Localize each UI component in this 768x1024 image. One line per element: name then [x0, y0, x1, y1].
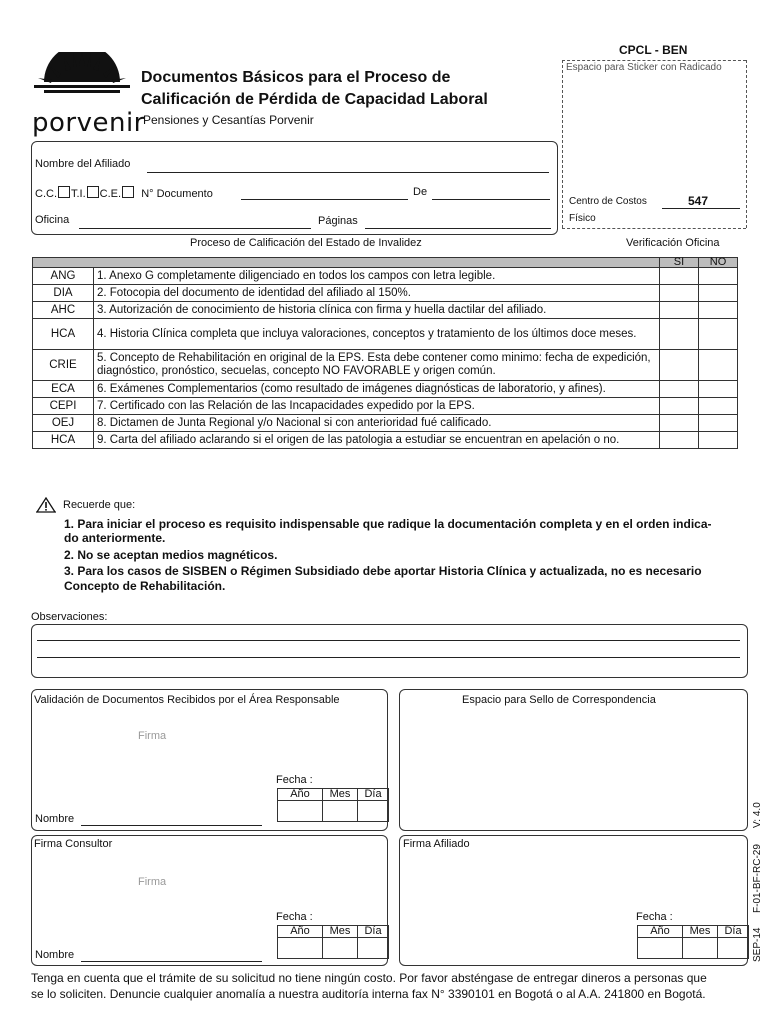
year-label: Año — [278, 789, 323, 801]
warning-icon — [36, 497, 56, 513]
table-row — [33, 319, 738, 350]
si-checkbox[interactable] — [660, 268, 699, 285]
doc-number-field[interactable] — [241, 199, 408, 200]
month-cell[interactable] — [683, 938, 718, 959]
note-2: 2. No se aceptan medios magnéticos. — [64, 548, 278, 562]
year-cell[interactable] — [278, 938, 323, 959]
ce-label: C.E. — [99, 188, 122, 200]
form-code: CPCL - BEN — [619, 43, 688, 57]
affiliate-name-label: Nombre del Afiliado — [35, 158, 131, 170]
row-text: 6. Exámenes Complementarios (como resultado de imágenes diagnósticas de laboratorio, y afines). — [94, 381, 660, 398]
row-text: 3. Autorización de conocimiento de historia clínica con firma y huella dactilar del afiliado. — [94, 302, 660, 319]
afiliado-date-table — [637, 925, 749, 959]
affiliate-name-field[interactable] — [147, 172, 549, 173]
validation-fecha: Fecha : — [276, 774, 313, 786]
table-row — [33, 268, 738, 285]
row-code: ANG — [33, 268, 94, 285]
table-header-row — [33, 258, 738, 268]
footer-line-2: se lo soliciten. Denuncie cualquier anomalía a nuestra auditoría interna fax N° 3390101 en Bogotá o al A.A. 241800 en Bogotá. — [31, 987, 706, 1001]
row-code: HCA — [33, 432, 94, 449]
table-row — [33, 285, 738, 302]
de-label: De — [413, 186, 428, 198]
table-row — [33, 302, 738, 319]
title-line-2: Calificación de Pérdida de Capacidad Laboral — [141, 91, 488, 108]
table-row — [33, 432, 738, 449]
day-label: Día — [358, 789, 389, 801]
no-checkbox[interactable] — [699, 285, 738, 302]
si-checkbox[interactable] — [660, 350, 699, 381]
si-checkbox[interactable] — [660, 319, 699, 350]
title-line-1: Documentos Básicos para el Proceso de — [141, 69, 451, 86]
row-text: 8. Dictamen de Junta Regional y/o Nacional si con anterioridad fué calificado. — [94, 415, 660, 432]
row-text: 7. Certificado con las Relación de las Incapacidades expedido por la EPS. — [94, 398, 660, 415]
pages-label: Páginas — [318, 215, 358, 227]
cost-center-label: Centro de Costos — [569, 196, 647, 207]
si-checkbox[interactable] — [660, 432, 699, 449]
subtitle: Pensiones y Cesantías Porvenir — [143, 113, 314, 127]
ti-label: T.I. — [71, 188, 86, 200]
process-title: Proceso de Calificación del Estado de Invalidez — [190, 237, 422, 249]
consultor-nombre: Nombre — [35, 949, 75, 961]
si-checkbox[interactable] — [660, 415, 699, 432]
row-text: 4. Historia Clínica completa que incluya valoraciones, conceptos y tratamiento de los últimos doce meses. — [94, 319, 660, 350]
year-cell[interactable] — [638, 938, 683, 959]
no-checkbox[interactable] — [699, 268, 738, 285]
version-code: V: 4.0 — [752, 802, 763, 828]
no-checkbox[interactable] — [699, 432, 738, 449]
si-checkbox[interactable] — [660, 398, 699, 415]
consultor-fecha: Fecha : — [276, 911, 313, 923]
validation-nombre: Nombre — [35, 813, 75, 825]
month-label: Mes — [323, 926, 358, 938]
si-checkbox[interactable] — [660, 302, 699, 319]
day-label: Día — [358, 926, 389, 938]
note-1: 1. Para iniciar el proceso es requisito indispensable que radique la documentación completa y en el orden indica- — [64, 517, 712, 531]
consultor-firma: Firma — [138, 876, 167, 888]
table-row — [33, 350, 738, 381]
afiliado-title: Firma Afiliado — [403, 838, 470, 850]
day-cell[interactable] — [358, 801, 389, 822]
verification-title: Verificación Oficina — [626, 237, 720, 249]
cost-center-value: 547 — [688, 194, 709, 208]
row-code: DIA — [33, 285, 94, 302]
row-code: AHC — [33, 302, 94, 319]
note-3: 3. Para los casos de SISBEN o Régimen Subsidiado debe aportar Historia Clínica y actualizada, no es necesario — [64, 564, 702, 578]
si-header: SI — [660, 258, 699, 268]
consultor-name-field[interactable] — [81, 961, 262, 962]
table-row — [33, 381, 738, 398]
row-text: 1. Anexo G completamente diligenciado en todos los campos con letra legible. — [94, 268, 660, 285]
fisico-label: Físico — [569, 213, 596, 224]
row-code: CEPI — [33, 398, 94, 415]
observations-label: Observaciones: — [31, 611, 108, 623]
cc-checkbox[interactable] — [58, 186, 70, 198]
footer-line-1: Tenga en cuenta que el trámite de su solicitud no tiene ningún costo. Por favor absténgase de entregar dineros a personas que — [31, 971, 707, 985]
requirements-table — [32, 257, 738, 449]
ti-checkbox[interactable] — [87, 186, 99, 198]
no-checkbox[interactable] — [699, 302, 738, 319]
table-row — [33, 398, 738, 415]
no-checkbox[interactable] — [699, 350, 738, 381]
row-code: ECA — [33, 381, 94, 398]
note-1b: do anteriormente. — [64, 531, 166, 545]
year-cell[interactable] — [278, 801, 323, 822]
form-id-code: F-01-BF-RC-29 — [752, 844, 763, 913]
row-text: 2. Fotocopia del documento de identidad del afiliado al 150%. — [94, 285, 660, 302]
month-label: Mes — [683, 926, 718, 938]
no-checkbox[interactable] — [699, 415, 738, 432]
day-label: Día — [718, 926, 749, 938]
doc-type-row — [35, 186, 213, 200]
month-label: Mes — [323, 789, 358, 801]
row-text: 9. Carta del afiliado aclarando si el origen de las patologia a estudiar se encuentran en apelación o no. — [94, 432, 660, 449]
month-cell[interactable] — [323, 801, 358, 822]
year-label: Año — [638, 926, 683, 938]
note-3b: Concepto de Rehabilitación. — [64, 579, 226, 593]
row-text: 5. Concepto de Rehabilitación en original de la EPS. Esta debe contener como minimo: fecha de expedición, diagnóstico, pronóstico, secuelas, concepto NO FAVORABLE y origen común. — [94, 350, 660, 381]
consultor-title: Firma Consultor — [34, 838, 113, 850]
cc-label: C.C. — [35, 188, 57, 200]
pages-field[interactable] — [365, 228, 551, 229]
de-field[interactable] — [432, 199, 550, 200]
validation-date-table — [277, 788, 389, 822]
day-cell[interactable] — [718, 938, 749, 959]
sticker-label: Espacio para Sticker con Radicado — [566, 62, 722, 73]
afiliado-fecha: Fecha : — [636, 911, 673, 923]
validation-firma: Firma — [138, 730, 167, 742]
sello-title: Espacio para Sello de Correspondencia — [462, 694, 656, 706]
office-field[interactable] — [79, 228, 311, 229]
row-code: HCA — [33, 319, 94, 350]
sun-logo-icon — [34, 52, 130, 114]
si-checkbox[interactable] — [660, 285, 699, 302]
brand-wordmark: porvenir — [32, 108, 145, 138]
month-cell[interactable] — [323, 938, 358, 959]
sello-box — [399, 689, 748, 831]
notes-intro: Recuerde que: — [63, 499, 136, 511]
observations-box[interactable] — [31, 624, 748, 678]
no-checkbox[interactable] — [699, 381, 738, 398]
doc-number-label: N° Documento — [141, 188, 213, 200]
day-cell[interactable] — [358, 938, 389, 959]
row-code: OEJ — [33, 415, 94, 432]
si-checkbox[interactable] — [660, 381, 699, 398]
no-checkbox[interactable] — [699, 319, 738, 350]
ce-checkbox[interactable] — [122, 186, 134, 198]
consultor-date-table — [277, 925, 389, 959]
validation-title: Validación de Documentos Recibidos por el Área Responsable — [34, 694, 340, 706]
no-header: NO — [699, 258, 738, 268]
date-code: SEP-14 — [752, 927, 763, 962]
table-row — [33, 415, 738, 432]
office-label: Oficina — [35, 214, 70, 226]
year-label: Año — [278, 926, 323, 938]
validation-name-field[interactable] — [81, 825, 262, 826]
row-code: CRIE — [33, 350, 94, 381]
no-checkbox[interactable] — [699, 398, 738, 415]
